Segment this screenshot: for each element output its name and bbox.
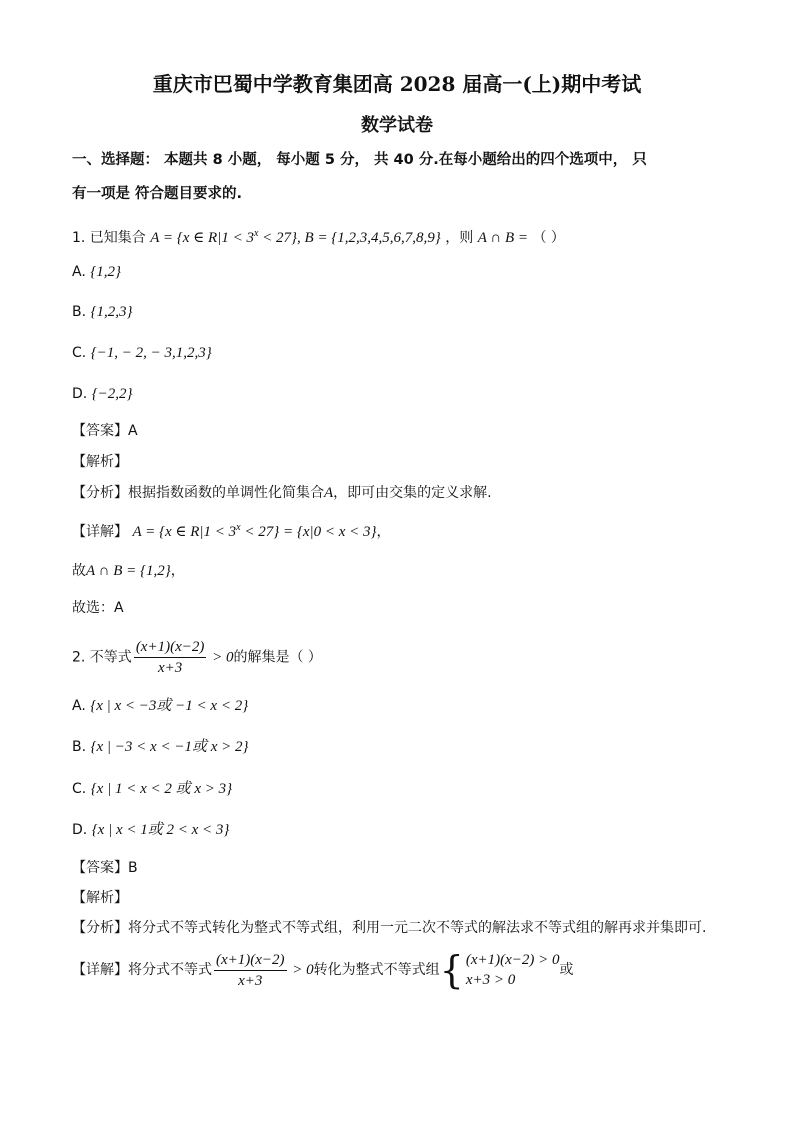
left-brace-icon: {: [439, 948, 464, 992]
conclusion-math: A ∩ B = {1,2}: [86, 563, 171, 579]
question-2-fraction: [134, 638, 207, 677]
exam-title: 重庆市巴蜀中学教育集团高 2028 届高一(上)期中考试: [152, 72, 642, 96]
fraction-denominator: x+3: [157, 660, 183, 676]
option-value: {x | 1 < x < 2 或 x > 3}: [90, 781, 233, 797]
option-label: C.: [72, 781, 87, 797]
fenxi-text: 将分式不等式转化为整式不等式组，利用一元二次不等式的解法求不等式组的解再求并集即可.: [128, 920, 707, 936]
question-1-option-d[interactable]: [72, 384, 133, 404]
fenxi-text-b: ，即可由交集的定义求解.: [333, 485, 492, 501]
question-1-set-a: [150, 230, 441, 246]
question-2-stem: [72, 638, 322, 677]
option-label: A.: [72, 264, 86, 280]
question-2-option-d[interactable]: [72, 820, 229, 840]
question-1-detail: [72, 518, 391, 542]
section-heading-line2: 有一项是 符合题目要求的.: [72, 186, 243, 202]
fraction-numerator: (x+1)(x−2): [134, 638, 207, 658]
fraction-numerator: (x+1)(x−2): [214, 951, 287, 971]
detail-text-c: 或: [559, 962, 574, 978]
detail-exponent: x: [236, 522, 241, 533]
set-a-end: < 27}, B = {1,2,3,4,5,6,7,8,9}: [258, 230, 441, 246]
question-1-prefix: 1. 已知集合: [72, 230, 146, 246]
fenxi-tag: 【分析】: [72, 920, 128, 936]
question-1-fenxi: [72, 483, 492, 503]
option-label: B.: [72, 739, 87, 755]
option-value: {x | −3 < x < −1或 x > 2}: [90, 739, 249, 755]
inequality-system: [440, 950, 560, 990]
fenxi-variable: A: [324, 485, 334, 501]
detail-text-a: 将分式不等式: [128, 962, 212, 978]
question-2-option-b[interactable]: [72, 737, 248, 757]
question-1-stem: [72, 224, 565, 248]
question-2-analysis-tag: 【解析】: [72, 890, 128, 906]
set-a-text: A = {x ∈ R|1 < 3: [150, 230, 254, 246]
question-2-fenxi: [72, 918, 706, 938]
detail-math-text: A = {x ∈ R|1 < 3: [132, 524, 237, 540]
detail-tag: 【详解】: [72, 524, 128, 540]
answer-tag: 【答案】: [72, 860, 128, 876]
option-value: {1,2}: [90, 264, 121, 280]
option-value: {1,2,3}: [90, 304, 133, 320]
option-value: {x | x < −3或 −1 < x < 2}: [90, 698, 249, 714]
option-label: D.: [72, 822, 88, 838]
fraction-denominator: x+3: [238, 972, 263, 989]
question-1-option-c[interactable]: [72, 343, 212, 363]
question-1-choice: 故选：A: [72, 600, 124, 616]
option-label: D.: [72, 386, 88, 402]
section-heading-line1: 一、选择题： 本题共 8 小题， 每小题 5 分， 共 40 分.在每小题给出的四个选项中， 只: [72, 152, 647, 168]
conclusion-comma: ，: [170, 563, 185, 579]
option-value: {−1, − 2, − 3,1,2,3}: [90, 345, 212, 361]
question-2-option-c[interactable]: [72, 779, 232, 799]
question-1-paren: （ ）: [532, 230, 565, 246]
question-1-option-b[interactable]: [72, 302, 133, 322]
option-label: C.: [72, 345, 87, 361]
option-label: A.: [72, 698, 86, 714]
detail-fraction: [214, 951, 287, 990]
conclusion-text: 故: [72, 563, 86, 579]
option-value: {x | x < 1或 2 < x < 3}: [91, 822, 230, 838]
answer-value: B: [128, 860, 138, 876]
system-row-1: (x+1)(x−2) > 0: [465, 952, 560, 968]
detail-relation: > 0: [288, 962, 314, 978]
detail-math-end: < 27} = {x|0 < x < 3}: [240, 524, 377, 540]
question-1-answer: [72, 421, 138, 441]
detail-comma: ，: [376, 524, 391, 540]
question-2-option-a[interactable]: [72, 696, 248, 716]
question-2-answer: [72, 858, 138, 878]
question-1-mid: ，则: [445, 230, 474, 246]
exam-subtitle: 数学试卷: [361, 115, 433, 136]
detail-tag: 【详解】: [72, 962, 128, 978]
detail-math: [132, 524, 376, 540]
question-1-conclusion: [72, 561, 185, 581]
option-value: {−2,2}: [91, 386, 133, 402]
option-label: B.: [72, 304, 87, 320]
detail-text-b: 转化为整式不等式组: [313, 962, 440, 978]
question-2-suffix: 的解集是（ ）: [233, 649, 322, 666]
question-2-detail: [72, 950, 574, 990]
fenxi-tag: 【分析】: [72, 485, 128, 501]
fenxi-text-a: 根据指数函数的单调性化简集合: [128, 485, 324, 501]
question-2-prefix: 2. 不等式: [72, 649, 132, 666]
question-1-option-a[interactable]: [72, 262, 121, 282]
question-1-intersection: A ∩ B =: [477, 230, 528, 246]
set-a-exponent: x: [253, 228, 259, 239]
system-row-2: x+3 > 0: [465, 972, 516, 988]
question-2-relation: > 0: [208, 649, 234, 666]
question-1-analysis-tag: 【解析】: [72, 454, 128, 470]
answer-tag: 【答案】: [72, 423, 128, 439]
answer-value: A: [128, 423, 138, 439]
